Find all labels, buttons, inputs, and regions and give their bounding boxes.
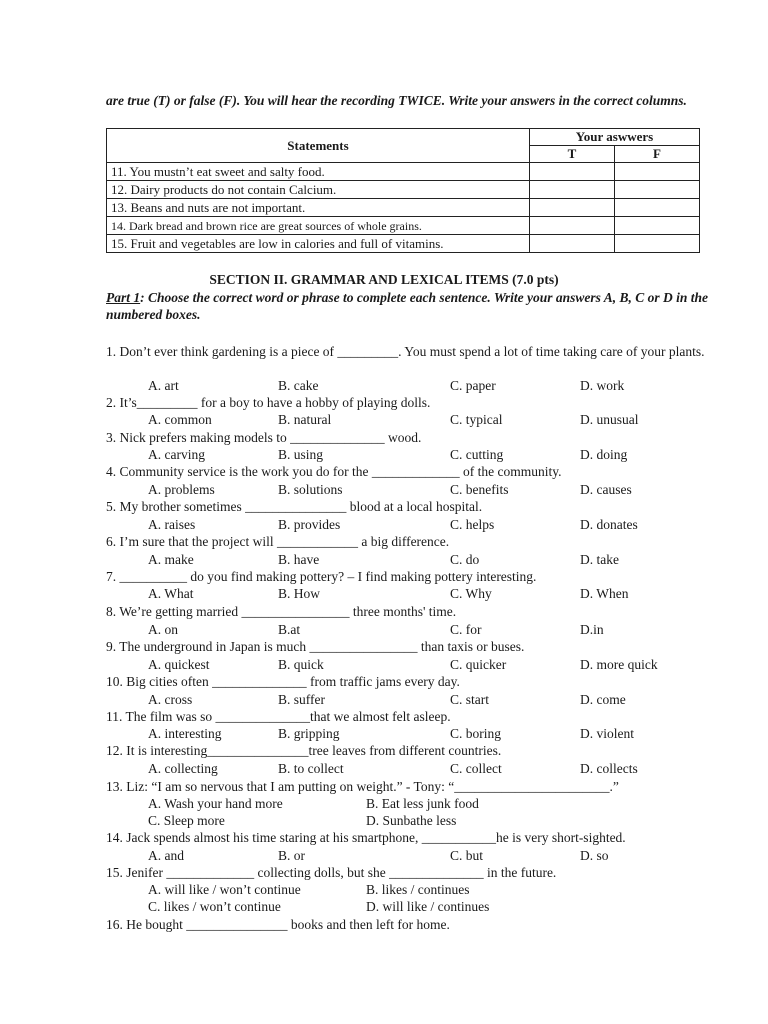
section-title: SECTION II. GRAMMAR AND LEXICAL ITEMS (7.0 pts) (209, 272, 559, 287)
question-1: 1. Don’t ever think gardening is a piece of _________. You must spend a lot of time taking care of your plants. (106, 344, 705, 359)
option-a: A. common (148, 412, 212, 427)
option-b: B. cake (278, 378, 319, 393)
question-6: 6. I’m sure that the project will ____________ a big difference. (106, 534, 450, 549)
option-d: D. so (580, 848, 609, 863)
option-d: D. violent (580, 726, 634, 741)
option-a: A. interesting (148, 726, 222, 741)
options-2 (0, 411, 768, 428)
question-7: 7. __________ do you find making pottery? – I find making pottery interesting. (106, 569, 537, 584)
option-d: D. donates (580, 517, 638, 532)
question-14: 14. Jack spends almost his time staring at his smartphone, ___________he is very short-sighted. (106, 830, 626, 845)
listening-instructions: are true (T) or false (F). You will hear the recording TWICE. Write your answers in the correct columns. (106, 93, 687, 108)
option-a: A. problems (148, 482, 215, 497)
answer-cell-f[interactable] (615, 163, 700, 181)
answer-cell-t[interactable] (530, 217, 615, 235)
options-13-row1 (0, 795, 768, 812)
question-11: 11. The film was so ______________that we almost felt asleep. (106, 709, 451, 724)
options-15-row2 (0, 898, 768, 915)
option-d: D.in (580, 622, 604, 637)
question-2: 2. It’s_________ for a boy to have a hobby of playing dolls. (106, 395, 431, 410)
answer-cell-f[interactable] (615, 181, 700, 199)
answer-cell-t[interactable] (530, 199, 615, 217)
table-row (107, 217, 700, 235)
question-10: 10. Big cities often ______________ from traffic jams every day. (106, 674, 460, 689)
option-a: A. will like / won’t continue (148, 882, 301, 897)
option-b: B. How (278, 586, 321, 601)
option-c: C. collect (450, 761, 502, 776)
option-b: B. provides (278, 517, 341, 532)
option-d: D. collects (580, 761, 638, 776)
option-a: A. raises (148, 517, 196, 532)
table-row (107, 163, 700, 181)
option-b: B. Eat less junk food (366, 796, 479, 811)
option-b: B. likes / continues (366, 882, 470, 897)
answer-cell-f[interactable] (615, 235, 700, 253)
option-c: C. Why (450, 586, 492, 601)
options-11 (0, 725, 768, 742)
options-12 (0, 760, 768, 777)
option-a: A. collecting (148, 761, 218, 776)
option-c: C. but (450, 848, 484, 863)
option-d: D. will like / continues (366, 899, 490, 914)
question-3: 3. Nick prefers making models to ______________ wood. (106, 430, 422, 445)
option-d: D. unusual (580, 412, 639, 427)
options-9 (0, 656, 768, 673)
option-a: A. cross (148, 692, 193, 707)
question-13: 13. Liz: “I am so nervous that I am putting on weight.” - Tony: “_______________________.” (106, 779, 619, 794)
statement-15: 15. Fruit and vegetables are low in calories and full of vitamins. (107, 235, 530, 253)
options-4 (0, 481, 768, 498)
option-c: C. paper (450, 378, 496, 393)
answer-cell-t[interactable] (530, 163, 615, 181)
part-instructions (106, 289, 710, 323)
option-b: B. gripping (278, 726, 340, 741)
option-d: D. come (580, 692, 626, 707)
option-d: D. When (580, 586, 629, 601)
options-3 (0, 446, 768, 463)
option-d: D. work (580, 378, 625, 393)
option-a: A. What (148, 586, 194, 601)
option-c: C. helps (450, 517, 495, 532)
question-4: 4. Community service is the work you do for the _____________ of the community. (106, 464, 562, 479)
option-c: C. quicker (450, 657, 507, 672)
answer-cell-t[interactable] (530, 181, 615, 199)
option-c: C. typical (450, 412, 503, 427)
option-b: B.at (278, 622, 301, 637)
option-c: C. cutting (450, 447, 504, 462)
question-5: 5. My brother sometimes _______________ blood at a local hospital. (106, 499, 483, 514)
options-7 (0, 585, 768, 602)
statement-12: 12. Dairy products do not contain Calcium. (107, 181, 530, 199)
option-a: A. art (148, 378, 179, 393)
option-b: B. natural (278, 412, 332, 427)
option-c: C. benefits (450, 482, 509, 497)
option-d: D. Sunbathe less (366, 813, 457, 828)
options-13-row2 (0, 812, 768, 829)
option-b: B. solutions (278, 482, 343, 497)
option-a: A. on (148, 622, 178, 637)
option-d: D. more quick (580, 657, 658, 672)
question-8: 8. We’re getting married ________________ three months' time. (106, 604, 457, 619)
option-a: A. Wash your hand more (148, 796, 283, 811)
table-row (107, 181, 700, 199)
true-false-table (106, 128, 700, 253)
part-text: : Choose the correct word or phrase to complete each sentence. Write your answers A, B, C or D in the numbered boxes. (106, 290, 709, 322)
option-b: B. or (278, 848, 305, 863)
option-a: A. and (148, 848, 184, 863)
option-b: B. using (278, 447, 324, 462)
options-10 (0, 691, 768, 708)
option-c: C. likes / won’t continue (148, 899, 281, 914)
false-header: F (615, 146, 700, 163)
option-a: A. make (148, 552, 194, 567)
table-row (107, 199, 700, 217)
option-b: B. suffer (278, 692, 325, 707)
question-12: 12. It is interesting_______________tree leaves from different countries. (106, 743, 502, 758)
question-15: 15. Jenifer _____________ collecting dolls, but she ______________ in the future. (106, 865, 557, 880)
option-b: B. have (278, 552, 320, 567)
option-c: C. boring (450, 726, 502, 741)
question-9: 9. The underground in Japan is much ________________ than taxis or buses. (106, 639, 525, 654)
statements-header: Statements (107, 129, 530, 163)
option-d: D. causes (580, 482, 632, 497)
options-14 (0, 847, 768, 864)
options-6 (0, 551, 768, 568)
question-16: 16. He bought _______________ books and then left for home. (106, 917, 450, 932)
options-1 (0, 377, 768, 394)
true-header: T (530, 146, 615, 163)
option-c: C. start (450, 692, 489, 707)
option-b: B. to collect (278, 761, 344, 776)
table-row (107, 235, 700, 253)
options-5 (0, 516, 768, 533)
option-d: D. doing (580, 447, 628, 462)
options-8 (0, 621, 768, 638)
option-a: A. carving (148, 447, 205, 462)
answer-cell-f[interactable] (615, 199, 700, 217)
answer-cell-f[interactable] (615, 217, 700, 235)
statement-14: 14. Dark bread and brown rice are great sources of whole grains. (107, 217, 530, 235)
statement-11: 11. You mustn’t eat sweet and salty food. (107, 163, 530, 181)
option-c: C. for (450, 622, 482, 637)
option-a: A. quickest (148, 657, 210, 672)
option-d: D. take (580, 552, 619, 567)
option-b: B. quick (278, 657, 324, 672)
part-label: Part 1 (106, 290, 141, 305)
answer-cell-t[interactable] (530, 235, 615, 253)
option-c: C. do (450, 552, 480, 567)
options-15-row1 (0, 881, 768, 898)
option-c: C. Sleep more (148, 813, 225, 828)
statement-13: 13. Beans and nuts are not important. (107, 199, 530, 217)
answers-header: Your aswwers (530, 129, 700, 146)
